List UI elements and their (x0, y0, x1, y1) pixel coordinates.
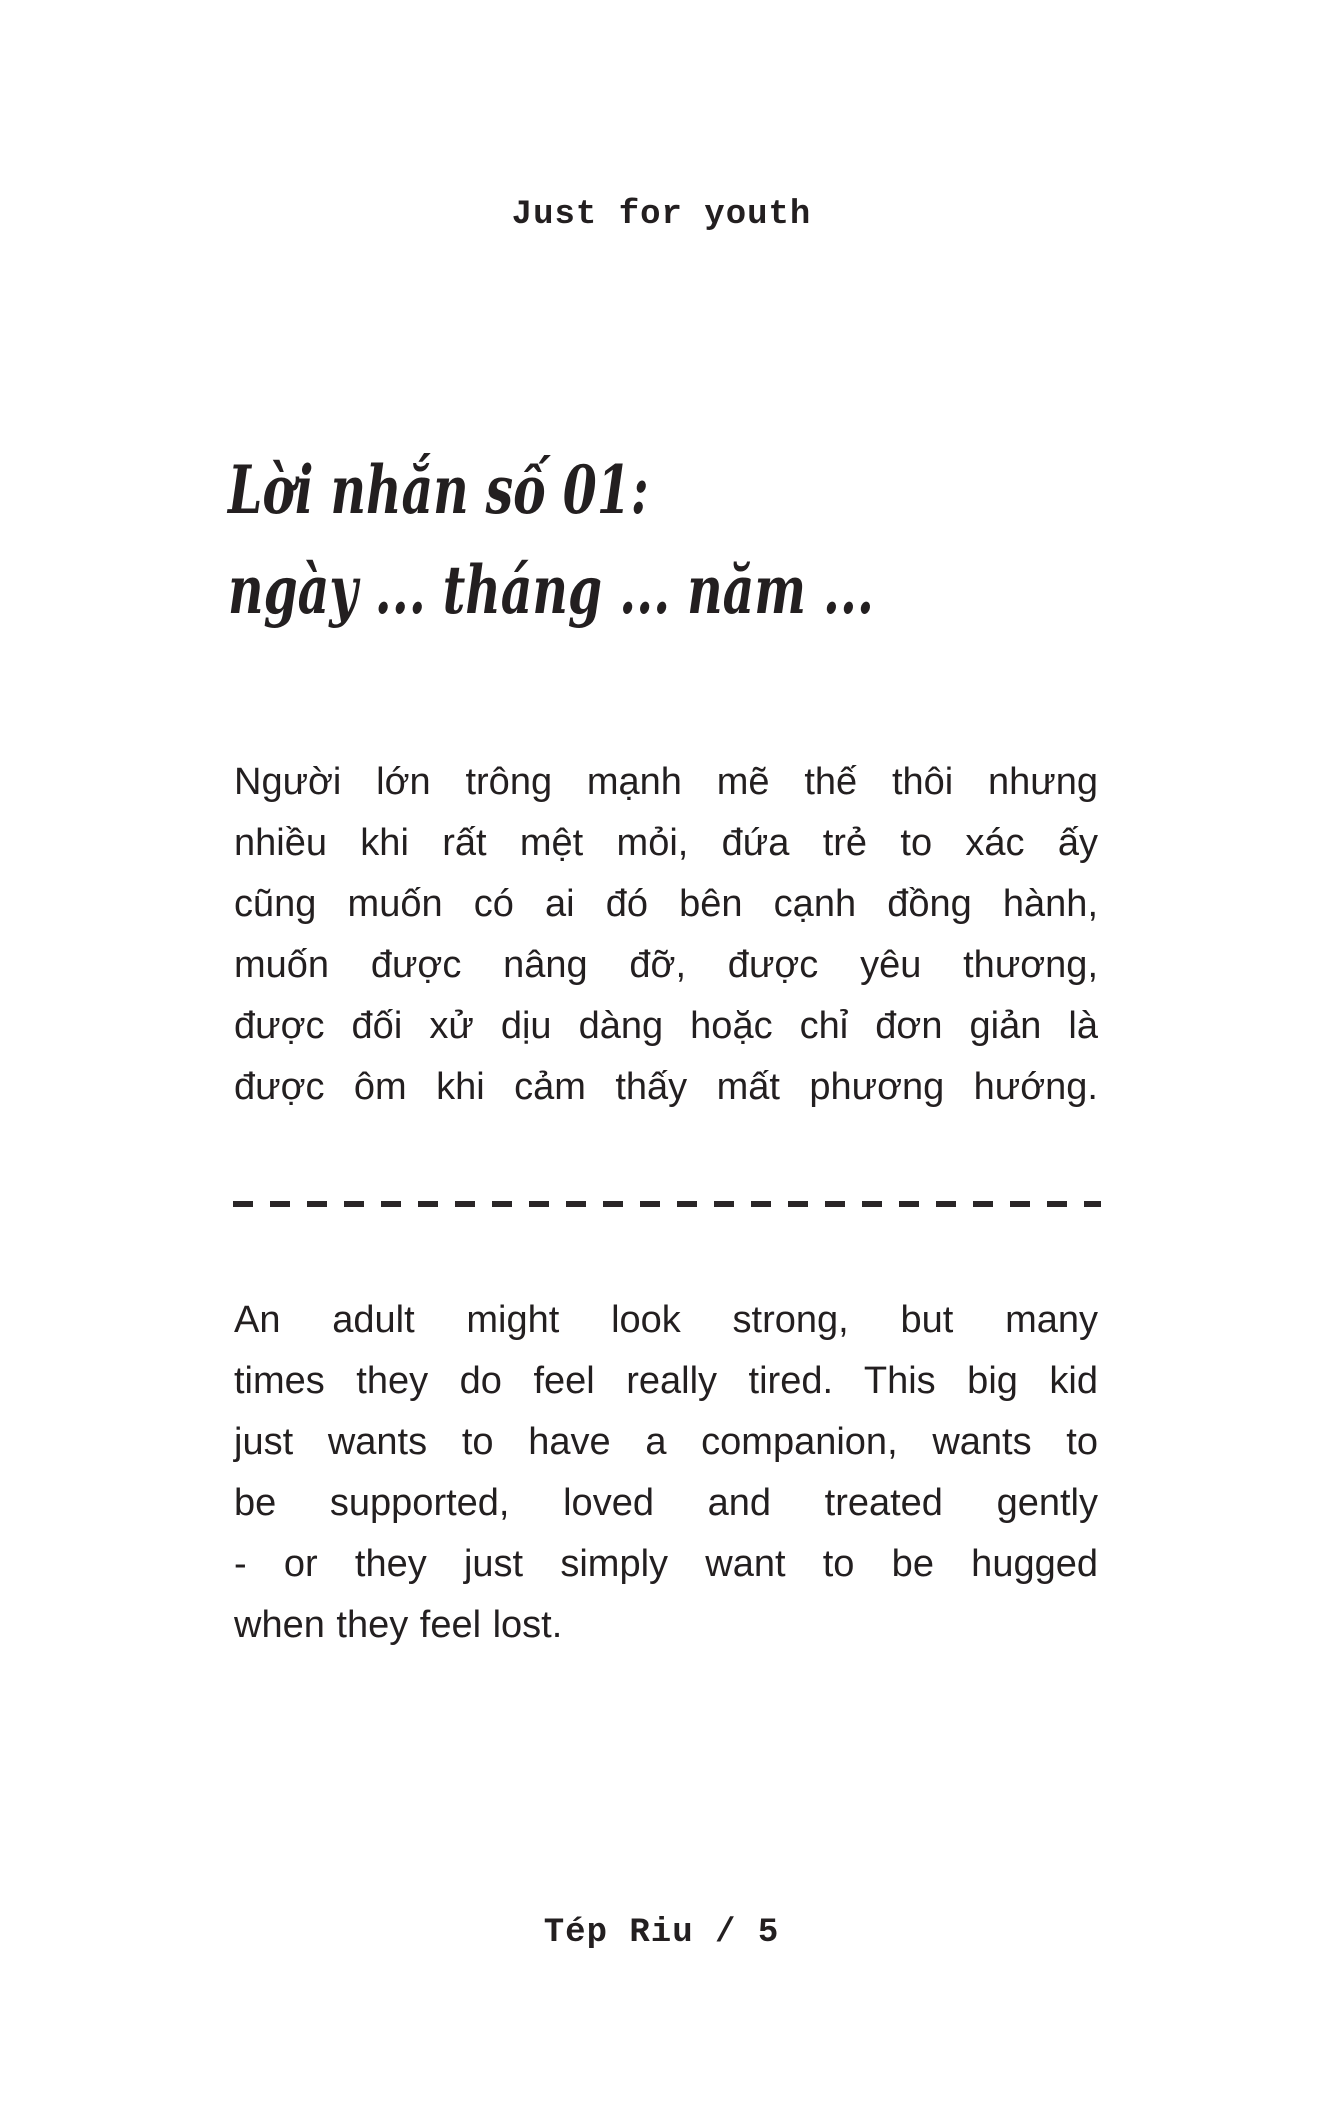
chapter-title (228, 440, 874, 640)
paragraph-line: be supported, loved and treated gently (234, 1482, 1098, 1524)
page-header: Just for youth (511, 196, 812, 234)
paragraph-line: muốn được nâng đỡ, được yêu thương, (234, 944, 1098, 986)
paragraph-line: when they feel lost. (234, 1604, 563, 1646)
paragraph-line: - or they just simply want to be hugged (234, 1543, 1098, 1585)
paragraph-line: được ôm khi cảm thấy mất phương hướng. (234, 1066, 1098, 1108)
chapter-title-line-2: ngày ... tháng ... năm ... (228, 551, 874, 629)
paragraph-line: nhiều khi rất mệt mỏi, đứa trẻ to xác ấy (234, 822, 1098, 864)
paragraph-line: Người lớn trông mạnh mẽ thế thôi nhưng (234, 761, 1098, 803)
english-paragraph (234, 1290, 1098, 1656)
page-footer: Tép Riu / 5 (543, 1914, 780, 1952)
paragraph-line: just wants to have a companion, wants to (234, 1421, 1098, 1463)
chapter-title-line-1: Lời nhắn số 01: (228, 451, 649, 529)
paragraph-line: times they do feel really tired. This big kid (234, 1360, 1098, 1402)
vietnamese-paragraph (234, 752, 1098, 1118)
paragraph-line: cũng muốn có ai đó bên cạnh đồng hành, (234, 883, 1098, 925)
dashed-divider (233, 1201, 1101, 1207)
paragraph-line: được đối xử dịu dàng hoặc chỉ đơn giản là (234, 1005, 1098, 1047)
paragraph-line: An adult might look strong, but many (234, 1299, 1098, 1341)
